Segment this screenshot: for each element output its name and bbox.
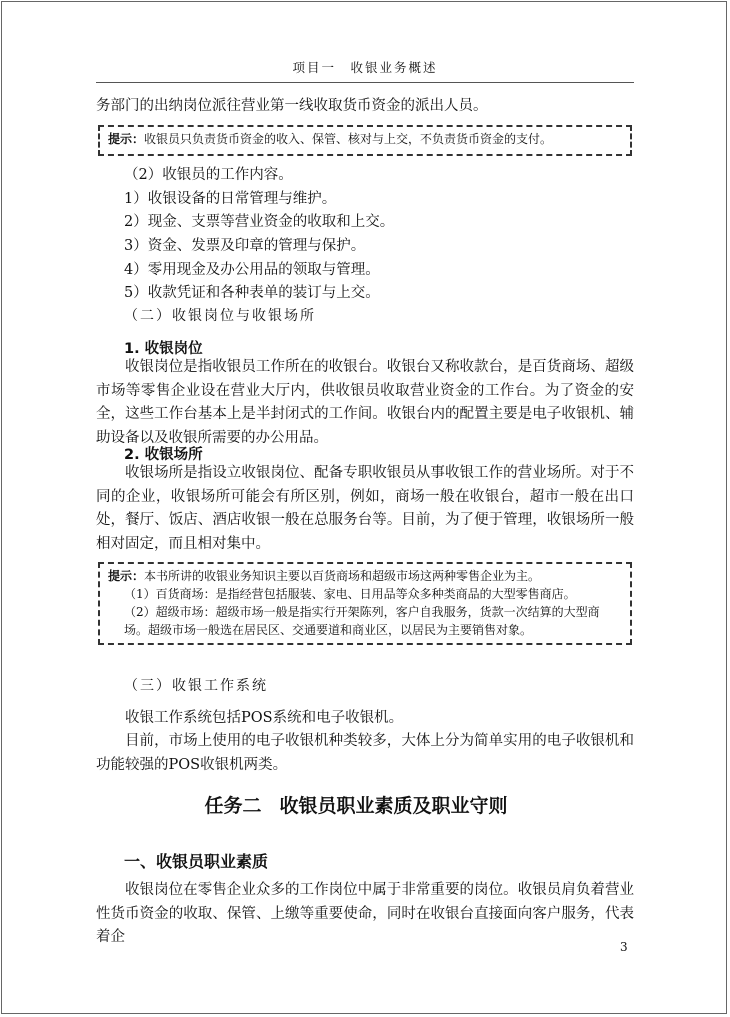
tip-text: 本书所讲的收银业务知识主要以百货商场和超级市场这两种零售企业为主。: [144, 569, 541, 583]
paragraph-final: 收银岗位在零售企业众多的工作岗位中属于非常重要的岗位。收银员肩负着营业性货币资金的收取、保管、上缴等重要使命，同时在收银台直接面向客户服务，代表着企: [96, 882, 634, 946]
tip-box-1: [98, 125, 632, 156]
work-item: 3）资金、发票及印章的管理与保护。: [124, 238, 366, 254]
task-name: 收银员职业素质及职业守则: [279, 795, 508, 817]
paragraph-cash-registers: 目前，市场上使用的电子收银机种类较多，大体上分为简单实用的电子收银机和功能较强的POS收银机两类。: [96, 733, 634, 773]
task-label: 任务二: [204, 795, 262, 817]
section-title-3: （三）收银工作系统: [124, 678, 268, 694]
work-item: 1）收银设备的日常管理与维护。: [124, 191, 337, 207]
task-title: [96, 791, 634, 818]
paragraph-cashier-place: 收银场所是指设立收银岗位、配备专职收银员从事收银工作的营业场所。对于不同的企业，收银场所可能会有所区别，例如，商场一般在收银台，超市一般在出口处，餐厅、饭店、酒店收银一般在总服务台等。目前，为了便于管理，收银场所一般相对固定，而且相对集中。: [96, 465, 634, 552]
tip-label: 提示：: [108, 569, 145, 583]
tip-item: （2）超级市场：超级市场一般是指实行开架陈列，客户自我服务，货款一次结算的大型商场。超级市场一般选在居民区、交通要道和商业区，以居民为主要销售对象。: [124, 605, 600, 637]
work-item: 4）零用现金及办公用品的领取与管理。: [124, 262, 380, 278]
intro-line: 务部门的出纳岗位派往营业第一线收取货币资金的派出人员。: [96, 98, 488, 114]
work-item: 2）现金、支票等营业资金的收取和上交。: [124, 214, 395, 230]
heading-professional-quality: 一、收银员职业素质: [124, 852, 269, 871]
tip-box-2: [98, 562, 632, 645]
section-title-2: （二）收银岗位与收银场所: [124, 308, 316, 324]
paragraph-cashier-post: 收银岗位是指收银员工作所在的收银台。收银台又称收款台，是百货商场、超级市场等零售企业设在营业大厅内，供收银员收取营业资金的工作台。为了资金的安全，这些工作台基本上是半封闭式的工作间。收银台内的配置主要是电子收银机、辅助设备以及收银所需要的办公用品。: [96, 359, 634, 446]
page-number: 3: [620, 940, 628, 954]
subheading-cashier-post: 1. 收银岗位: [124, 341, 203, 357]
tip-label: 提示：: [108, 132, 145, 146]
work-content-heading: （2）收银员的工作内容。: [124, 167, 293, 183]
subheading-cashier-place: 2. 收银场所: [124, 447, 203, 463]
running-header: 项目一 收银业务概述: [96, 58, 634, 83]
tip-text: 收银员只负责货币资金的收入、保管、核对与上交，不负责货币资金的支付。: [144, 132, 553, 146]
work-item: 5）收款凭证和各种表单的装订与上交。: [124, 285, 380, 301]
paragraph-pos-system: 收银工作系统包括POS系统和电子收银机。: [125, 710, 404, 726]
tip-item: （1）百货商场：是指经营包括服装、家电、日用品等众多种类商品的大型零售商店。: [124, 587, 576, 601]
